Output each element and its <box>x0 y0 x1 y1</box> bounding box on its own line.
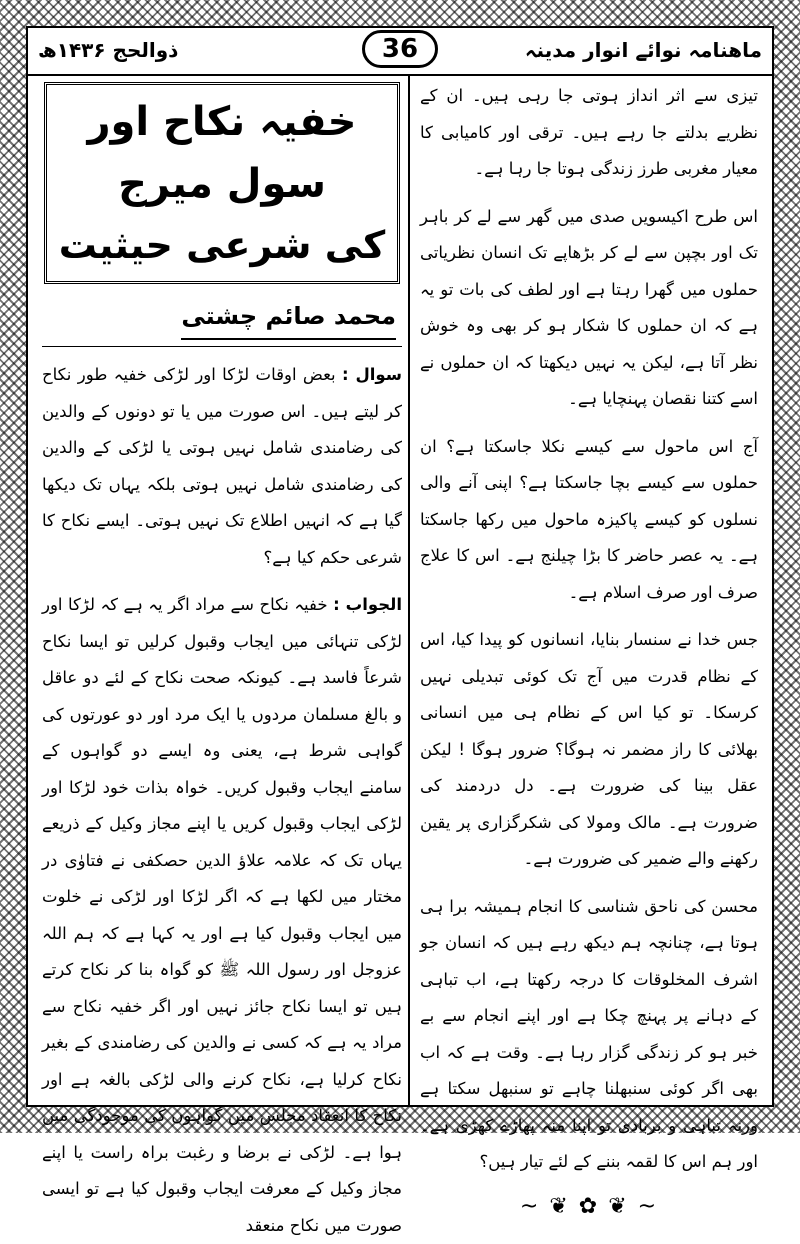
article-title-box <box>44 82 400 284</box>
paragraph: آج اس ماحول سے کیسے نکلا جاسکتا ہے؟ ان حملوں سے کیسے بچا جاسکتا ہے؟ اپنی آنے والی نسلوں کو کیسے پاکیزہ ماحول میں رکھا جاسکتا ہے۔ یہ عصر حاضر کا بڑا چیلنج ہے۔ اس کا علاج صرف اور صرف اسلام ہے۔ <box>420 436 758 602</box>
page-number: 36 <box>362 30 438 68</box>
author-rule <box>42 346 402 347</box>
author-name: محمد صائم چشتی <box>181 296 396 340</box>
article-title-line2: کی شرعی حیثیت <box>58 223 386 267</box>
article-title-line1: خفیہ نکاح اور سول میرج <box>87 99 357 207</box>
paragraph: اس طرح اکیسویں صدی میں گھر سے لے کر باہر تک اور بچپن سے لے کر بڑھاپے تک انسان نظریاتی حملوں میں گھرا رہتا ہے اور لطف کی بات تو یہ ہے کہ ان حملوں کا شکار ہو کر بھی وہ خوش نظر آتا ہے، لیکن یہ نہیں دیکھتا کہ ان حملوں نے اسے کتنا نقصان پہنچایا ہے۔ <box>420 206 758 408</box>
magazine-name: ماھنامہ نوائے انوار مدینہ <box>524 38 762 62</box>
answer-label: الجواب : <box>333 595 402 614</box>
right-column <box>420 78 758 1219</box>
question-paragraph <box>42 357 402 576</box>
paragraph: جس خدا نے سنسار بنایا، انسانوں کو پیدا کیا، اس کے نظام قدرت میں آج تک کوئی تبدیلی نہیں کرسکا۔ تو کیا اس کے نظام ہی میں انسانی بھلائی کا راز مضمر نہ ہوگا؟ ضرور ہوگا ! لیکن عقل بینا کی ضرورت ہے۔ دل دردمند کی ضرورت ہے۔ مالک ومولا کی شکرگزاری پر یقین رکھنے والے ضمیر کی ضرورت ہے۔ <box>420 630 758 868</box>
author-block <box>42 292 402 346</box>
column-divider <box>408 74 410 1105</box>
question-label: سوال : <box>342 365 403 384</box>
question-text: بعض اوقات لڑکا اور لڑکی خفیہ طور نکاح کر لیتے ہیں۔ اس صورت میں یا تو دونوں کے والدین کی رضامندی شامل نہیں ہوتی یا لڑکی کے والدین کی رضامندی شامل نہیں ہوتی بلکہ یہاں تک دیکھا گیا ہے کہ انہیں اطلاع تک نہیں ہوتی۔ ایسے نکاح کا شرعی حکم کیا ہے؟ <box>42 365 402 567</box>
issue-date: ذوالحج ۱۴۳۶ھ <box>38 38 179 62</box>
left-column <box>42 78 403 1235</box>
paragraph: محسن کی ناحق شناسی کا انجام ہمیشہ برا ہی ہوتا ہے، چنانچہ ہم دیکھ رہے ہیں کہ انسان جو اشرف المخلوقات کا درجہ رکھتا ہے، اب تباہی کے دہانے پر پہنچ چکا ہے اور اپنے انجام سے بے خبر ہو کر زندگی گزار رہا ہے۔ وقت ہے کہ اب بھی اگر کوئی سنبھلنا چاہے تو سنبھل سکتا ہے ورنہ تباہی و بربادی تو اپنا منہ پھاڑے کھڑی ہے۔ اور ہم اس کا لقمہ بننے کے لئے تیار ہیں؟ <box>420 896 758 1171</box>
answer-text: خفیہ نکاح سے مراد اگر یہ ہے کہ لڑکا اور لڑکی تنہائی میں ایجاب وقبول کرلیں تو ایسا نکاح شرعاً فاسد ہے۔ کیونکہ صحت نکاح کے لئے دو عاقل و بالغ مسلمان مردوں یا ایک مرد اور دو عورتوں کی گواہی شرط ہے، یعنی وہ ایسے دو گواہوں کے سامنے ایجاب وقبول کریں۔ خواہ بذات خود لڑکا اور لڑکی ایجاب وقبول کریں یا اپنے مجاز وکیل کے ذریعے یہاں تک کہ علامہ علاؤ الدین حصکفی نے فتاوٰی در مختار میں لکھا ہے کہ اگر لڑکا اور لڑکی نے خلوت میں ایجاب وقبول کیا ہے اور یہ کہا ہے کہ ہم اللہ عزوجل اور رسول اللہ ﷺ کو گواہ بنا کر نکاح کرتے ہیں تو ایسا نکاح جائز نہیں اور اگر خفیہ نکاح سے مراد یہ ہے کہ کسی نے والدین کی رضامندی کے بغیر نکاح کرلیا ہے، نکاح کرنے والی لڑکی بالغہ ہے اور نکاح کا انعقاد مجلس میں گواہوں کی موجودگی میں ہوا ہے۔ لڑکی نے برضا و رغبت براہ راست یا اپنے مجاز وکیل کے معرفت ایجاب وقبول کیا ہے تو ایسی صورت میں نکاح منعقد <box>42 595 402 1235</box>
ornament-divider: ~ ❦ ✿ ❦ ~ <box>519 1193 659 1219</box>
answer-paragraph <box>42 587 402 1244</box>
paragraph: تیزی سے اثر انداز ہوتی جا رہی ہیں۔ ان کے نظریے بدلتے جا رہے ہیں۔ ترقی اور کامیابی کا معیار مغربی طرز زندگی ہوتا جا رہا ہے۔ <box>420 86 758 178</box>
page-header <box>28 28 772 76</box>
page-content-frame <box>26 26 774 1235</box>
